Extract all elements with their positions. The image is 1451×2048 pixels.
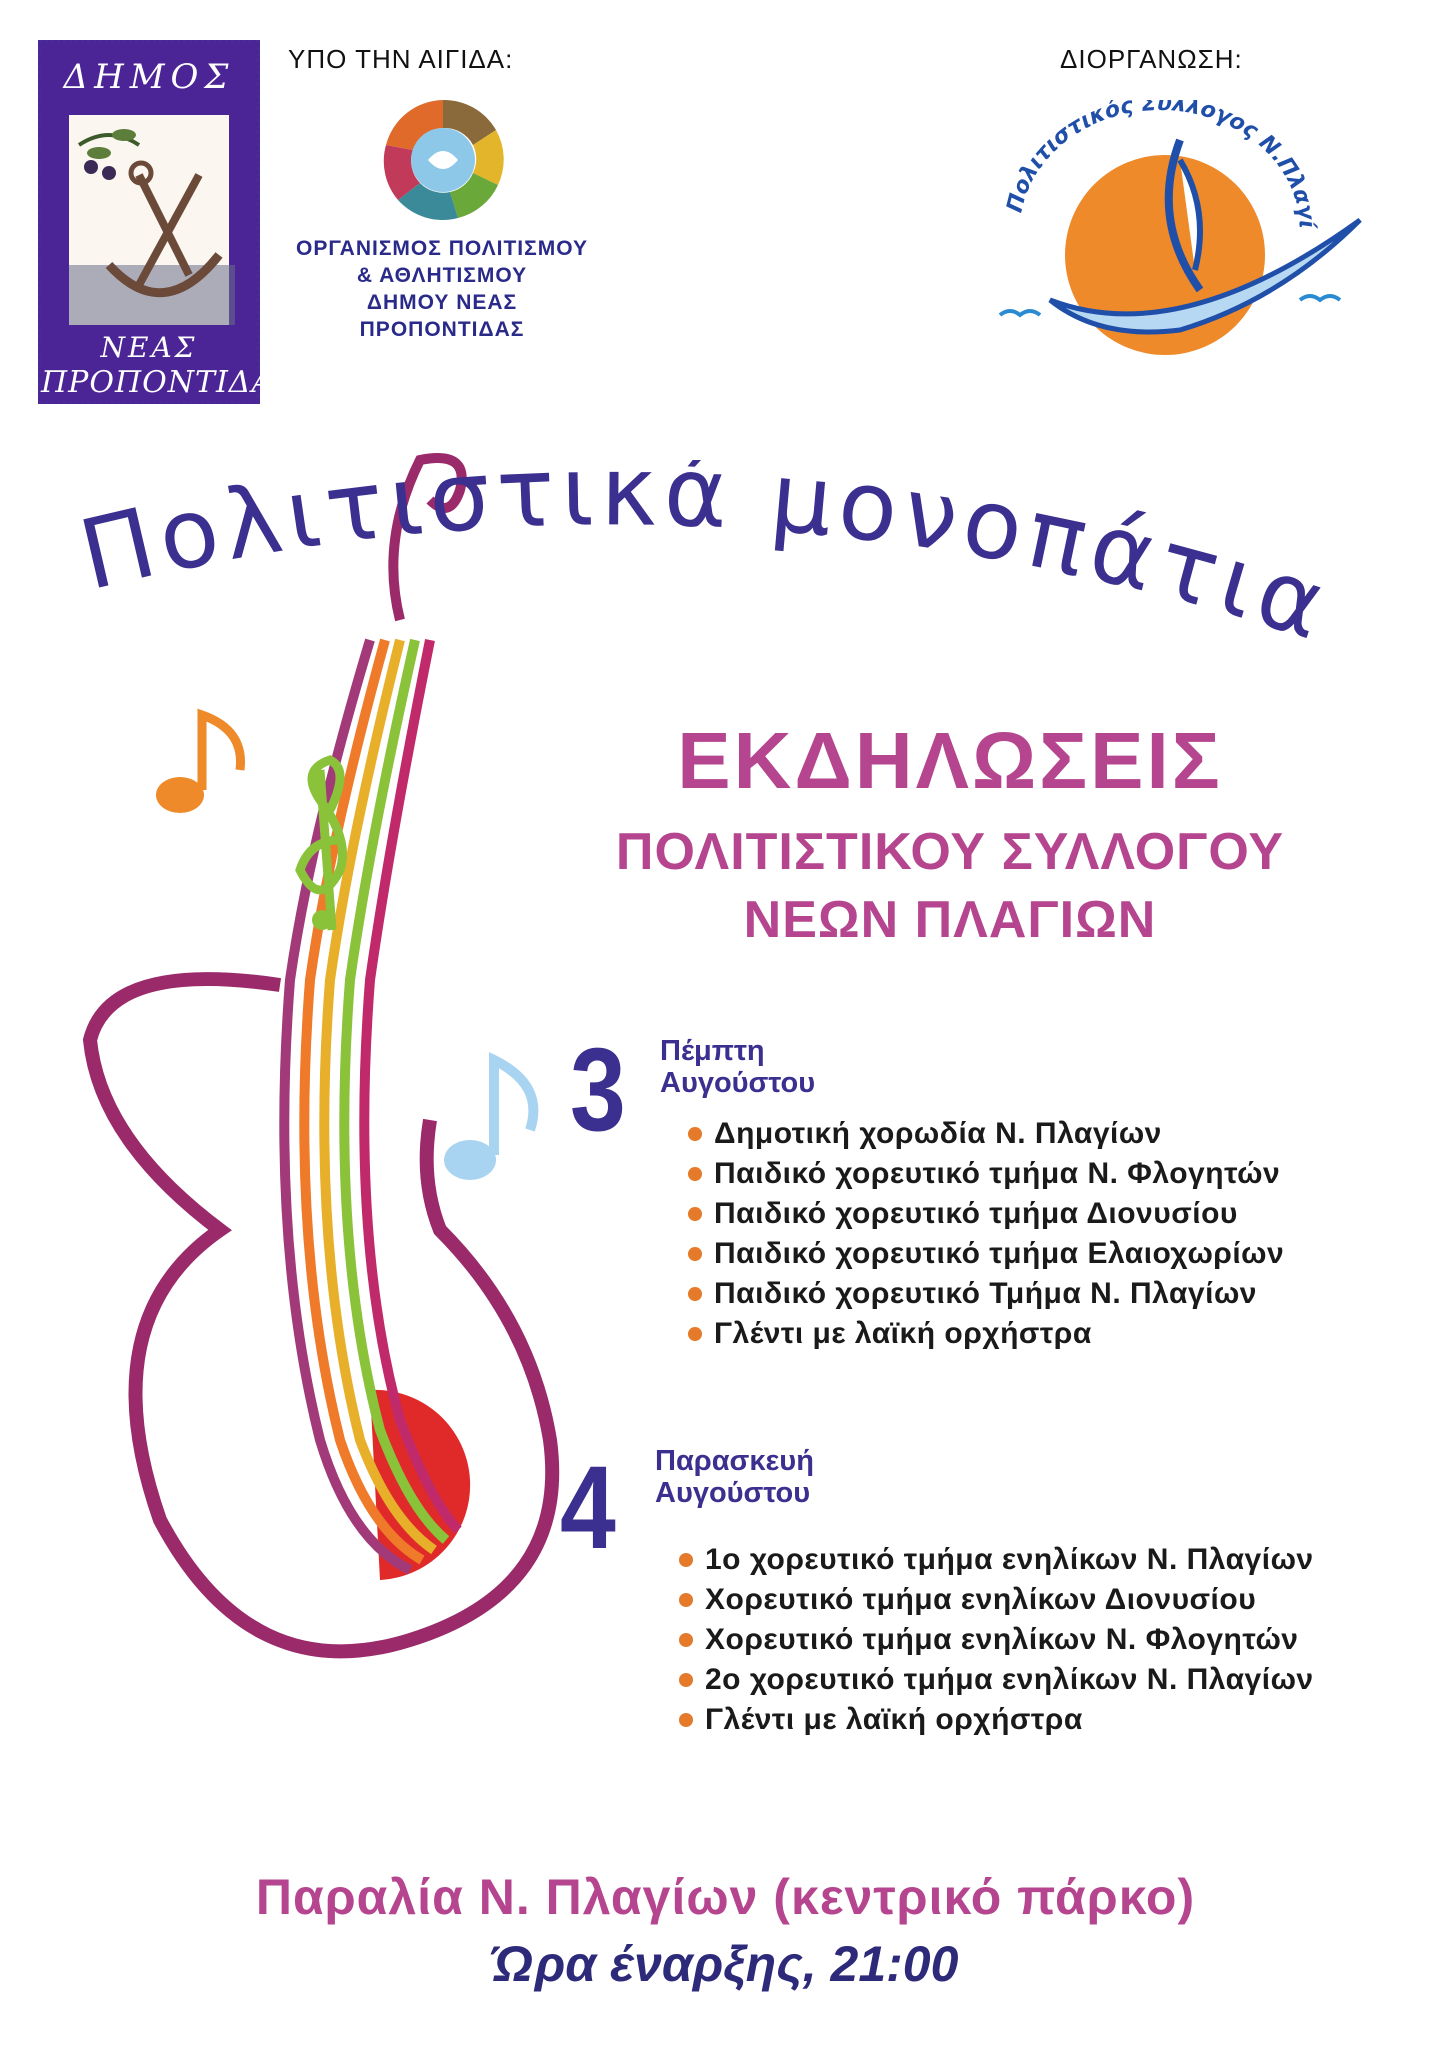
list-item: Χορευτικό τμήμα ενηλίκων Ν. Φλογητών [675, 1620, 1314, 1660]
day-2-weekday: Παρασκευή [655, 1445, 814, 1477]
list-item: Παιδικό χορευτικό τμήμα Ελαιοχωρίων [684, 1234, 1284, 1274]
day-1-event-list [684, 1114, 1284, 1354]
list-item: Γλέντι με λαϊκή ορχήστρα [675, 1700, 1314, 1740]
dimos-logo-top-text: ΔΗΜΟΣ [63, 57, 235, 97]
start-time-text: Ώρα έναρξης, 21:00 [492, 1936, 959, 1992]
dimos-logo-bottom-text-2: ΠΡΟΠΟΝΤΙΔΑΣ [41, 365, 297, 400]
venue-text: Παραλία Ν. Πλαγίων (κεντρικό πάρκο) [255, 1869, 1196, 1925]
organiser-emblem-icon [980, 100, 1380, 360]
anchor-icon [69, 115, 235, 325]
events-subheading-1: ΠΟΛΙΤΙΣΤΙΚΟΥ ΣΥΛΛΟΓΟΥ [615, 823, 1285, 881]
day-1-date [660, 1035, 815, 1099]
organiser-label: ΔΙΟΡΓΑΝΩΣΗ: [1060, 44, 1243, 74]
day-2-date [655, 1445, 814, 1509]
organiser-arc-text: Πολιτιστικός Σύλλογος Ν.Πλαγί [1002, 100, 1320, 230]
orange-note-icon [156, 715, 241, 813]
list-item: Παιδικό χορευτικό τμήμα Διονυσίου [684, 1194, 1284, 1234]
organisation-name-line-2: & ΑΘΛΗΤΙΣΜΟΥ [356, 264, 528, 287]
list-item: Παιδικό χορευτικό τμήμα Ν. Φλογητών [684, 1154, 1284, 1194]
event-series-title-text: Πολιτιστικά μονοπάτια [70, 460, 1344, 664]
organiser-logo [980, 100, 1380, 360]
list-item: Παιδικό χορευτικό Τμήμα Ν. Πλαγίων [684, 1274, 1284, 1314]
day-2-event-list [675, 1540, 1314, 1740]
events-heading: ΕΚΔΗΛΩΣΕΙΣ [677, 716, 1223, 805]
day-2-number: 4 [560, 1442, 616, 1574]
organisation-name-line-1: ΟΡΓΑΝΙΣΜΟΣ ΠΟΛΙΤΙΣΜΟΥ [295, 237, 588, 260]
list-item: 1ο χορευτικό τμήμα ενηλίκων Ν. Πλαγίων [675, 1540, 1314, 1580]
dimos-logo-emblem [69, 115, 229, 325]
day-1-number: 3 [570, 1024, 626, 1156]
dimos-logo [38, 40, 297, 404]
organisation-logo [378, 95, 508, 225]
svg-text:Πολιτιστικά μονοπάτια [70, 460, 1344, 663]
patronage-label: ΥΠΟ ΤΗΝ ΑΙΓΙΔΑ: [288, 44, 514, 74]
day-1-weekday: Πέμπτη [660, 1035, 765, 1067]
organisation-name [282, 235, 602, 343]
blue-note-icon [444, 1060, 533, 1180]
list-item: Γλέντι με λαϊκή ορχήστρα [684, 1314, 1284, 1354]
list-item: Δημοτική χορωδία Ν. Πλαγίων [684, 1114, 1284, 1154]
list-item: Χορευτικό τμήμα ενηλίκων Διονυσίου [675, 1580, 1314, 1620]
event-series-title [70, 460, 1390, 680]
day-1-month: Αυγούστου [660, 1067, 816, 1099]
events-subheading-2: ΝΕΩΝ ΠΛΑΓΙΩΝ [743, 891, 1157, 949]
day-2-month: Αυγούστου [655, 1477, 811, 1509]
list-item: 2ο χορευτικό τμήμα ενηλίκων Ν. Πλαγίων [675, 1660, 1314, 1700]
dimos-logo-bottom-text-1: ΝΕΑΣ [100, 331, 198, 364]
organisation-emblem-icon [378, 95, 508, 225]
organisation-name-line-3: ΔΗΜΟΥ ΝΕΑΣ ΠΡΟΠΟΝΤΙΔΑΣ [359, 291, 525, 341]
